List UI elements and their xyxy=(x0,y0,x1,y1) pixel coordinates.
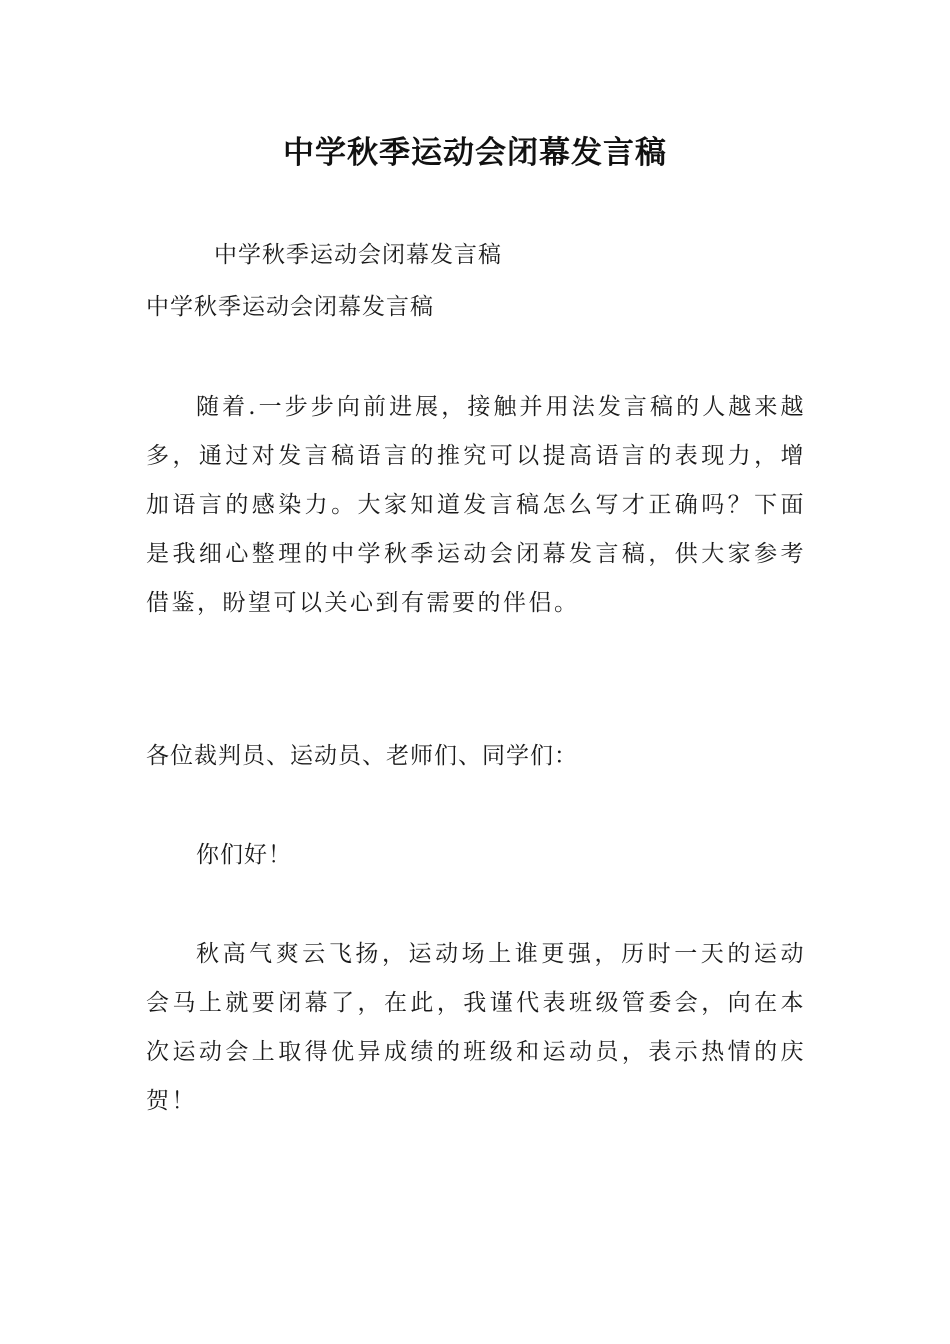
document-title: 中学秋季运动会闭幕发言稿 xyxy=(283,135,667,171)
intro-paragraph: 随着.一步步向前进展，接触并用法发言稿的人越来越多，通过对发言稿语言的推究可以提高语言的表现力，增加语言的感染力。大家知道发言稿怎么写才正确吗？下面是我细心整理的中学秋季运动会闭幕发言稿，供大家参考借鉴，盼望可以关心到有需要的伴侣。 xyxy=(146,394,806,616)
subtitle-line-2: 中学秋季运动会闭幕发言稿 xyxy=(146,294,434,320)
greeting: 你们好！ xyxy=(196,842,292,868)
salutation: 各位裁判员、运动员、老师们、同学们： xyxy=(146,743,578,769)
body-paragraph-1: 秋高气爽云飞扬，运动场上谁更强，历时一天的运动会马上就要闭幕了，在此，我谨代表班级管委会，向在本次运动会上取得优异成绩的班级和运动员，表示热情的庆贺！ xyxy=(146,941,806,1114)
subtitle-line-1: 中学秋季运动会闭幕发言稿 xyxy=(214,242,502,268)
